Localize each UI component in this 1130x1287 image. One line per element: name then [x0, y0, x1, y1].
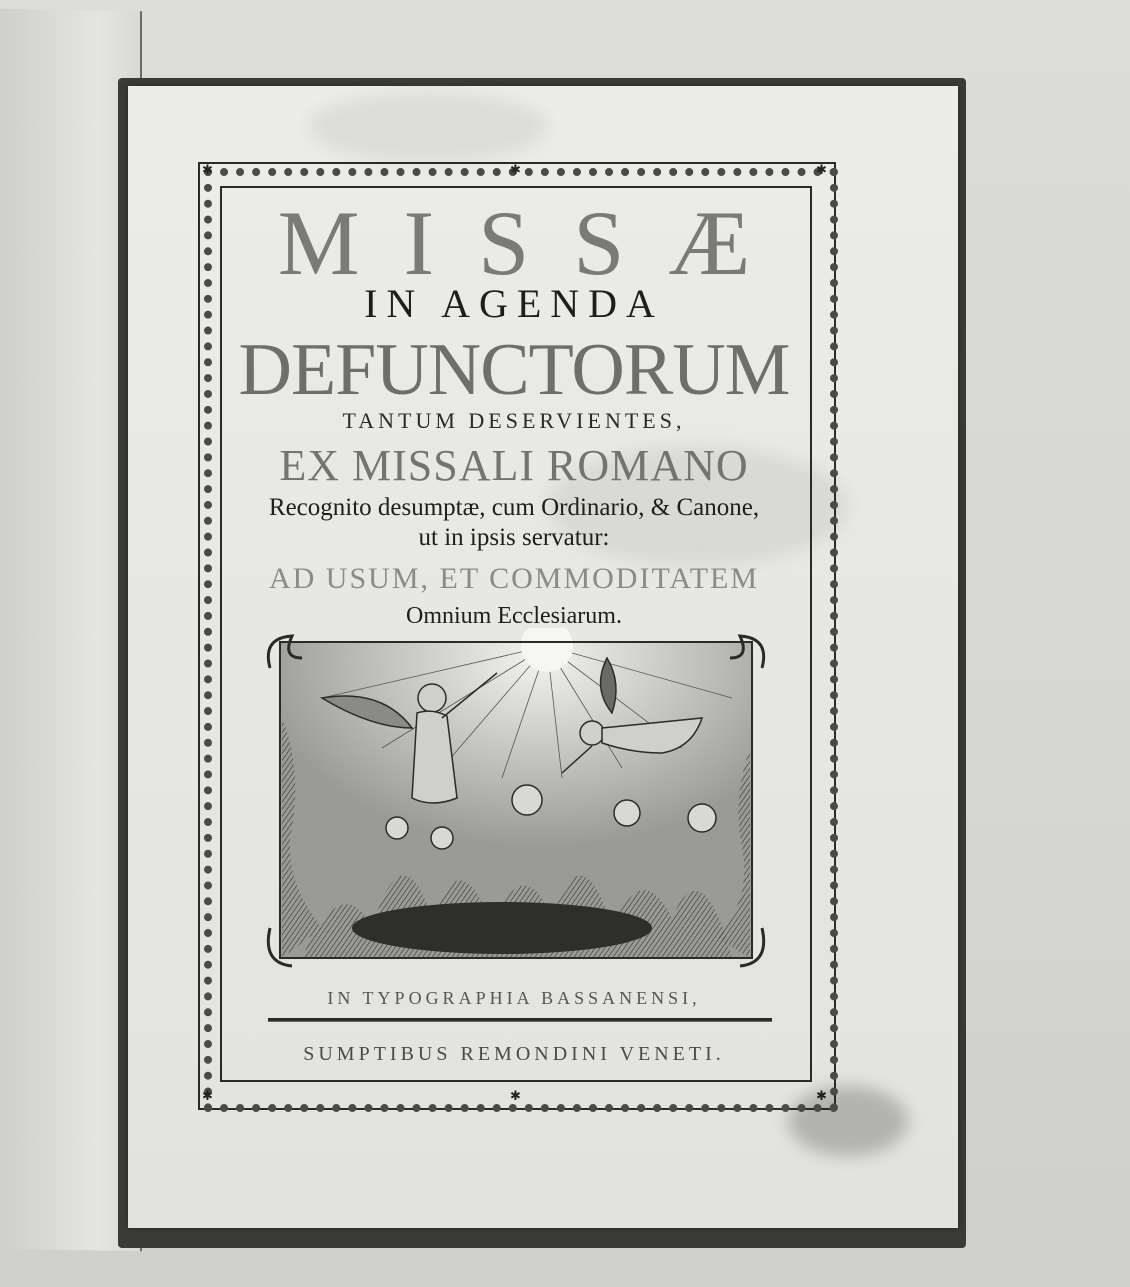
imprint-remondini: SUMPTIBUS REMONDINI VENETI. [303, 1043, 725, 1065]
star-ornament-icon: ✱ [510, 1089, 521, 1104]
rock-mound [352, 902, 652, 954]
title-ad-usum: AD USUM, ET COMMODITATEM [268, 562, 760, 595]
star-ornament-icon: ✱ [816, 163, 827, 178]
star-ornament-icon: ✱ [816, 1089, 827, 1104]
star-ornament-icon: ✱ [202, 163, 213, 178]
star-ornament-icon: ✱ [510, 163, 521, 178]
imprint-typographia: IN TYPOGRAPHIA BASSANENSI, [327, 988, 701, 1008]
title-tantum-deservientes: TANTUM DESERVIENTES, [342, 408, 686, 433]
title-ex-missali-romano: EX MISSALI ROMANO [279, 441, 749, 490]
title-omnium-ecclesiarum: Omnium Ecclesiarum. [406, 603, 622, 629]
water-stain [308, 92, 548, 162]
title-defunctorum: DEFUNCTORUM [238, 329, 790, 411]
title-missae: MISSÆ [277, 192, 795, 294]
engraved-vignette [262, 628, 770, 972]
star-ornament-icon: ✱ [202, 1089, 213, 1104]
title-recognito: Recognito desumptæ, cum Ordinario, & Canone, [268, 494, 760, 521]
title-in-agenda: IN AGENDA [364, 281, 664, 326]
title-ut-in-ipsis: ut in ipsis servatur: [418, 524, 610, 551]
imprint-rule [268, 1018, 772, 1022]
